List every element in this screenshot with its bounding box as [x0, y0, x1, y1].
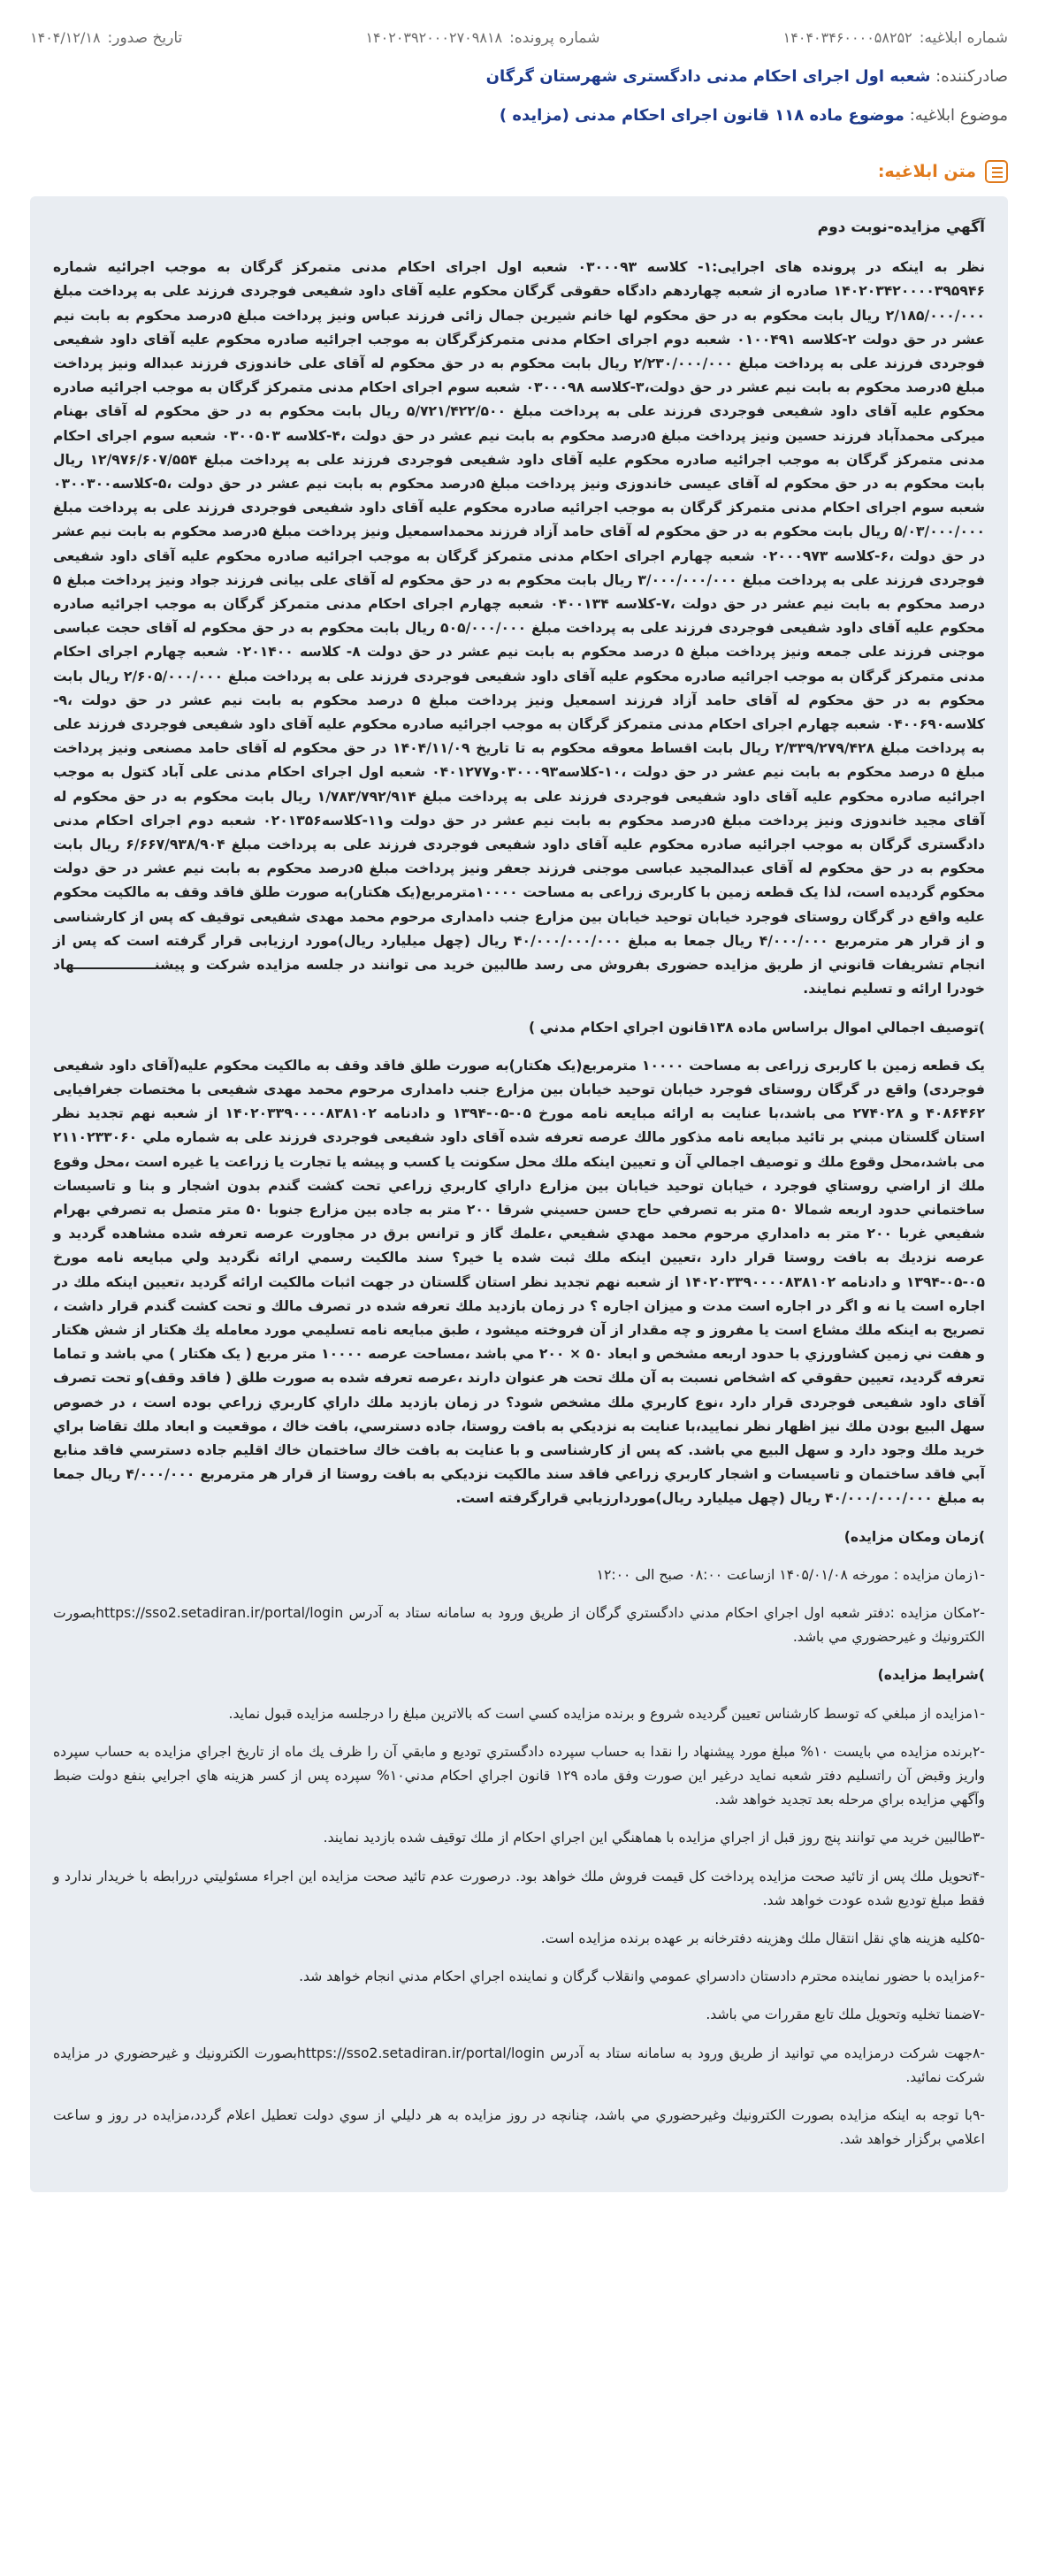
issue-date	[30, 29, 182, 47]
notice-number-label: شماره ابلاغیه:	[919, 29, 1008, 47]
condition-item: -۱مزايده از مبلغي كه توسط كارشناس تعيين گرديده شروع و برنده مزايده كسي است كه بالاترين مبلغ را درجلسه مزايده قبول نمايد.	[228, 1705, 985, 1722]
description-paragraph: یک قطعه زمین با کاربری زراعی به مساحت ۱۰۰۰۰ مترمربع(یک هکتار)به صورت طلق فاقد وقف به مالکیت محکوم علیه(آقای داود شفیعی فوجردی) واقع در گرگان روستای فوجرد خیابان توحید خیابان بین مزارع جنب دامداری مرحوم محمد مهدی شفیعی با مختصات جغرافیایی ۴۰۸۶۴۶۲ و ۲۷۴۰۲۸ می باشد،با عنایت به ارائه مبایعه نامه مورخ ۰۵-۰۵-۱۳۹۴ و دادنامه ۱۴۰۲۰۳۳۹۰۰۰۰۸۳۸۱۰۲ از شعبه نهم تجدید نظر استان گلستان مبني بر تائید مبایعه نامه مذکور مالك عرصه تعرفه شده آقای داود شفیعی فوجردی فرزند علی به شماره ملي ۲۱۱۰۲۳۳۰۶۰ می باشد،محل وقوع ملك و توصيف اجمالي آن و تعيين اينكه ملك محل سكونت يا كسب و پيشه يا تجارت يا زراعت يا غيره است ،محل وقوع ملك از اراضي روستاي فوجرد ، خيابان توحيد خيابان بين مزارع داراي كاربري زراعي تحت كشت گندم بدون اشجار و بنا و تاسيسات ساختماني حدود اربعه شمالا ۵۰ متر به تصرفي حاج حسن حسيني شرقا ۲۰۰ متر به جاده بين مزارع جنوبا ۵۰ متر متصل به تصرفي بهرام شفيعي غربا ۲۰۰ متر به دامداري مرحوم محمد مهدي شفيعي ،علمك گاز و ترانس برق در مجاورت عرصه تعرفه شده مشاهده گرديد و عرصه نزديك به بافت روستا قرار دارد ،تعيين اينكه ملك ثبت شده یا خیر؟ سند مالکیت رسمي ارائه نگرديد ولي مبايعه نامه مورخ ۰۵-۰۵-۱۳۹۴ و دادنامه ۱۴۰۲۰۳۳۹۰۰۰۰۸۳۸۱۰۲ از شعبه نهم تجديد نظر استان گلستان در جهت اثبات مالكيت ارائه گرديد ،تعيين اينكه ملك در اجاره است يا نه و اگر در اجاره است مدت و ميزان اجاره ؟ در زمان بازديد ملك تعرفه شده در تصرف مالك و تحت كشت گندم قرار داشت ، تصريح به اينكه ملك مشاع است يا مفروز و چه مقدار از آن فروخته ميشود ، طبق مبايعه نامه تسليمي مورد معامله يك هكتار از شش هكتار و هفت ني زمين كشاورزي با حدود اربعه مشخص و ابعاد ۵۰ × ۲۰۰ مي باشد ،مساحت عرصه ۱۰۰۰۰ متر مربع ( یک هكتار ) مي باشد و تماما تعرفه گرديد، تعيين حقوقي كه اشخاص نسبت به آن ملك تحت هر عنوان دارند ،عرصه تعرفه شده به صورت طلق ( فاقد وقف)و تحت تصرف آقای داود شفیعی فوجردی قرار دارد ،نوع كاربري ملك مشخص شود؟ در زمان بازديد ملك داراي كاربري زراعي بوده است ، در خصوص سهل البيع بودن ملك نيز اظهار نظر نماييد،با عنايت به نزديكي به بافت روستا، جاده دسترسي، بافت خاك ، موقعيت و ابعاد ملك تقاضا براي خريد ملك وجود دارد و سهل البيع مي باشد. كه پس از كارشناسی و با عنايت به بافت خاك ساختمان خاك اقليم جاده دسترسي فاقد منابع آبي فاقد ساختمان و تاسيسات و اشجار كاربري زراعي فاقد سند مالكيت نزديكي به بافت روستا از قرار هر مترمربع ۴/۰۰۰/۰۰۰ ریال جمعا به مبلغ ۴۰/۰۰۰/۰۰۰/۰۰۰ ریال (چهل میلیارد ریال)موردارزيابي قرارگرفته است.	[53, 1057, 986, 1507]
notice-meta-row	[30, 25, 1008, 51]
case-number	[365, 29, 599, 47]
sender-value: شعبه اول اجرای احکام مدنی دادگستری شهرستان گرگان	[485, 67, 931, 86]
condition-item: -۶مزايده با حضور نماينده محترم دادستان دادسراي عمومي وانقلاب گرگان و نماينده اجراي احكام مدني انجام خواهد شد.	[299, 1968, 985, 1985]
subject-row	[30, 106, 1008, 133]
condition-item: -۴تحويل ملك پس از تائيد صحت مزايده پرداخت كل قيمت فروش ملك خواهد بود. درصورت عدم تائيد صحت مزايده اين اجراء مسئوليتي دررابطه با خريدار ندارد و فقط مبلغ توديع شده عودت خواهد شد.	[53, 1868, 985, 1908]
auction-place-item: -۲مكان مزايده :دفتر شعبه اول اجراي احكام مدني دادگستري گرگان از طريق ورود به سامانه ستاد به آدرس https://sso2.setadiran.ir/portal/loginبصورت الكترونيك و غيرحضوري مي باشد.	[53, 1604, 985, 1646]
time-place-heading: )زمان ومكان مزايده)	[843, 1528, 985, 1545]
condition-item: -۳طالبين خريد مي توانند پنج روز قبل از اجراي مزايده با هماهنگي اين اجراي احكام از ملك توقيف شده بازديد نمايند.	[323, 1830, 985, 1846]
sender-row	[30, 67, 1008, 94]
notice-number	[783, 29, 1008, 47]
condition-item: -۷ضمنا تخليه وتحويل ملك تابع مقررات مي باشد.	[706, 2007, 985, 2023]
case-number-value: ۱۴۰۲۰۳۹۲۰۰۰۲۷۰۹۸۱۸	[365, 29, 503, 46]
conditions-heading: )شرايط مزايده)	[877, 1667, 985, 1684]
issue-date-label: تاریخ صدور:	[107, 29, 183, 47]
subject-label: موضوع ابلاغیه:	[909, 106, 1008, 125]
notice-text-title: متن ابلاغیه:	[877, 162, 976, 181]
condition-item: -۵كليه هزينه هاي نقل انتقال ملك وهزينه دفترخانه بر عهده برنده مزايده است.	[540, 1930, 985, 1946]
notice-content-box	[30, 196, 1008, 2192]
issue-date-value: ۱۴۰۴/۱۲/۱۸	[30, 29, 101, 46]
notice-text-header	[30, 156, 1008, 187]
main-paragraph: نظر به اینکه در پرونده های اجرایی:۱- کلاسه ۰۳۰۰۰۹۳ شعبه اول اجرای احکام مدنی متمرکز گرگان به موجب اجرائیه شماره ۱۴۰۲۰۳۴۲۰۰۰۰۳۹۵۹۴۶ صادره از شعبه چهاردهم دادگاه حقوقی گرگان محکوم علیه آقای داود شفیعی فوجردی فرزند علی به پرداخت مبلغ ۲/۱۸۵/۰۰۰/۰۰۰ ریال بابت محکوم به در حق محکوم لها خانم شیرین جمال زائی فرزند عباس ونیز پرداخت مبلغ ۵درصد محکوم به بابت نیم عشر در حق دولت ۲-کلاسه ۰۱۰۰۴۹۱ شعبه دوم اجرای احکام مدنی متمرکزگرگان به موجب اجرائیه صادره محکوم علیه آقای داود شفیعی فوجردی فرزند علی به پرداخت مبلغ ۲/۲۳۰/۰۰۰/۰۰۰ ریال بابت محکوم به در حق محکوم له آقای علی خاندوزی فرزند عبداله ونیز پرداخت مبلغ ۵درصد محکوم به بابت نیم عشر در حق دولت،۳-کلاسه ۰۳۰۰۰۹۸ شعبه سوم اجرای احکام مدنی متمرکز گرگان به موجب اجرائیه صادره محکوم علیه آقای داود شفیعی فوجردی فرزند علی به پرداخت مبلغ ۵/۷۲۱/۴۲۲/۵۰۰ ریال بابت محکوم به در حق محکوم له آقای بهنام میرکی محمدآباد فرزند حسین ونیز پرداخت مبلغ ۵درصد محکوم به بابت نیم عشر در حق دولت ،۴-کلاسه ۰۳۰۰۵۰۳ شعبه سوم اجرای احکام مدنی متمرکز گرگان به موجب اجرائیه صادره محکوم علیه آقای داود شفیعی فوجردی فرزند علی به پرداخت مبلغ ۱۲/۹۷۶/۶۰۷/۵۵۴ ریال بابت محکوم به در حق محکوم له آقای عیسی خاندوزی ونیز پرداخت مبلغ ۵درصد محکوم به بابت نیم عشر در حق دولت ،۵-کلاسه۰۳۰۰۳۰۰ شعبه سوم اجرای احکام مدنی متمرکز گرگان به موجب اجرائیه صادره محکوم علیه آقای داود شفیعی فوجردی فرزند علی به پرداخت مبلغ ۵/۰۳/۰۰۰/۰۰۰ ریال بابت محکوم به در حق محکوم له آقای حامد آزاد فرزند محمداسمعیل ونیز پرداخت مبلغ ۵درصد محکوم به بابت نیم عشر در حق دولت ،۶-کلاسه ۰۲۰۰۰۹۷۳ شعبه چهارم اجرای احکام مدنی متمرکز گرگان به موجب اجرائیه صادره محکوم علیه آقای داود شفیعی فوجردی فرزند علی به پرداخت مبلغ ۳/۰۰۰/۰۰۰/۰۰۰ ریال بابت محکوم به در حق محکوم له آقای علی بیانی فرزند جواد ونیز پرداخت مبلغ ۵ درصد محکوم به بابت نیم عشر در حق دولت ،۷-کلاسه ۰۴۰۰۱۳۴ شعبه چهارم اجرای احکام مدنی متمرکز گرگان به موجب اجرائیه صادره محکوم علیه آقای داود شفیعی فوجردی فرزند علی به پرداخت مبلغ ۵۰۵/۰۰۰/۰۰۰ ریال بابت محکوم به در حق محکوم له آقای حجت عباسی موجنی فرزند علی جمعه ونیز پرداخت مبلغ ۵ درصد محکوم به بابت نیم عشر در حق دولت ۸- کلاسه ۰۲۰۱۴۰۰ شعبه چهارم اجرای احکام مدنی متمرکز گرگان به موجب اجرائیه صادره محکوم علیه آقای داود شفیعی فوجردی فرزند علی به پرداخت مبلغ ۲/۶۰۵/۰۰۰/۰۰۰ ریال بابت محکوم به در حق محکوم له آقای حامد آزاد فرزند اسمعیل ونیز پرداخت مبلغ ۵ درصد محکوم به بابت نیم عشر در حق دولت ،۹-کلاسه۰۴۰۰۶۹۰ شعبه چهارم اجرای احکام مدنی متمرکز گرگان به موجب اجرائیه صادره محکوم علیه آقای داود شفیعی فوجردی فرزند علی به پرداخت مبلغ ۲/۳۳۹/۲۷۹/۴۲۸ ریال بابت اقساط معوقه محکوم به تا تاریخ ۱۴۰۴/۱۱/۰۹ در حق محکوم له آقای حامد مصنعی ونیز پرداخت مبلغ ۵ درصد محکوم به بابت نیم عشر در حق دولت ،۱۰-کلاسه۰۳۰۰۰۹۳و۰۴۰۱۲۷۷ شعبه اول اجرای احکام مدنی علی آباد کتول به موجب اجرائیه صادره محکوم علیه آقای داود شفیعی فوجردی فرزند علی به پرداخت مبلغ ۱/۷۸۳/۷۹۲/۹۱۴ ریال بابت محکوم به در حق محکوم له آقای مجید خاندوزی ونیز پرداخت مبلغ ۵درصد محکوم به بابت نیم عشر در حق دولت و۱۱-کلاسه۰۲۰۱۳۵۶ شعبه دوم اجرای احکام مدنی دادگستری گرگان به موجب اجرائیه صادره محکوم علیه آقای داود شفیعی فوجردی فرزند علی به پرداخت مبلغ ۶/۶۶۷/۹۳۸/۹۰۴ ریال بابت محکوم به در حق محکوم له آقای عبدالمجید عباسی موجنی فرزند جعفر ونیز پرداخت مبلغ ۵درصد محکوم به بابت نیم عشر در حق دولت محکوم گردیده است، لذا یک قطعه زمین با کاربری زراعی به مساحت ۱۰۰۰۰مترمربع(یک هکتار)به صورت طلق فاقد وقف به مالکیت محکوم علیه واقع در گرگان روستای فوجرد خیابان توحید خیابان بین مزارع جنب دامداری مرحوم محمد مهدی شفیعی توقیف که پس از کارشناسی و از قرار هر مترمربع ۴/۰۰۰/۰۰۰ ریال جمعا به مبلغ ۴۰/۰۰۰/۰۰۰/۰۰۰ ریال (چهل میلیارد ریال)مورد ارزیابی قرار گرفته است که پس از انجام تشریفات قانوني از طریق مزایده حضوری بفروش می رسد طالبین خرید می توانند در جلسه مزایده شرکت و پیشنـــــــــــــــــهاد خودرا ارائه و تسلیم نمایند.	[53, 259, 986, 998]
subject-value: موضوع ماده ۱۱۸ قانون اجرای احکام مدنی (مزایده )	[499, 106, 904, 125]
condition-item: -۸جهت شركت درمزايده مي توانيد از طريق ورود به سامانه ستاد به آدرس https://sso2.setadiran.ir/portal/loginبصورت الكترونيك و غيرحضوري در مزايده شركت نمائيد.	[53, 2045, 985, 2085]
condition-item: -۲برنده مزايده مي بايست ۱۰% مبلغ مورد پيشنهاد را نقدا به حساب سپرده دادگستري توديع و مابقي آن را ظرف يك ماه از تاريخ اجراي مزايده به حساب سپرده واريز وقبض آن راتسليم دفتر شعبه نمايد درغير اين صورت وفق ماده ۱۲۹ قانون اجراي احكام مدني۱۰% سپرده پس از كسر هزينه هاي اجرايي بنفع دولت ضبط وآگهي مزايده براي مرحله بعد تجديد خواهد شد.	[53, 1743, 986, 1808]
sender-label: صادرکننده:	[935, 67, 1008, 86]
condition-item: -۹با توجه به اينكه مزايده بصورت الكترونيك وغيرحضوري مي باشد، چنانچه در روز مزايده به هر دليلي از سوي دولت تعطيل اعلام گردد،مزايده در روز و ساعت اعلامي برگزار خواهد شد.	[53, 2107, 985, 2148]
case-number-label: شماره پرونده:	[509, 29, 600, 47]
document-text-icon	[985, 160, 1008, 183]
description-heading: )توصيف اجمالي اموال براساس ماده ۱۳۸قانون اجراي احكام مدني )	[529, 1019, 985, 1036]
auction-time-item: -۱زمان مزايده : مورخه ۱۴۰۵/۰۱/۰۸ ازساعت ۰۸:۰۰ صبح الی ۱۲:۰۰	[596, 1566, 985, 1583]
notice-number-value: ۱۴۰۴۰۳۴۶۰۰۰۰۵۸۲۵۲	[782, 29, 912, 46]
auction-heading: آگهي مزايده-نوبت دوم	[817, 218, 985, 236]
